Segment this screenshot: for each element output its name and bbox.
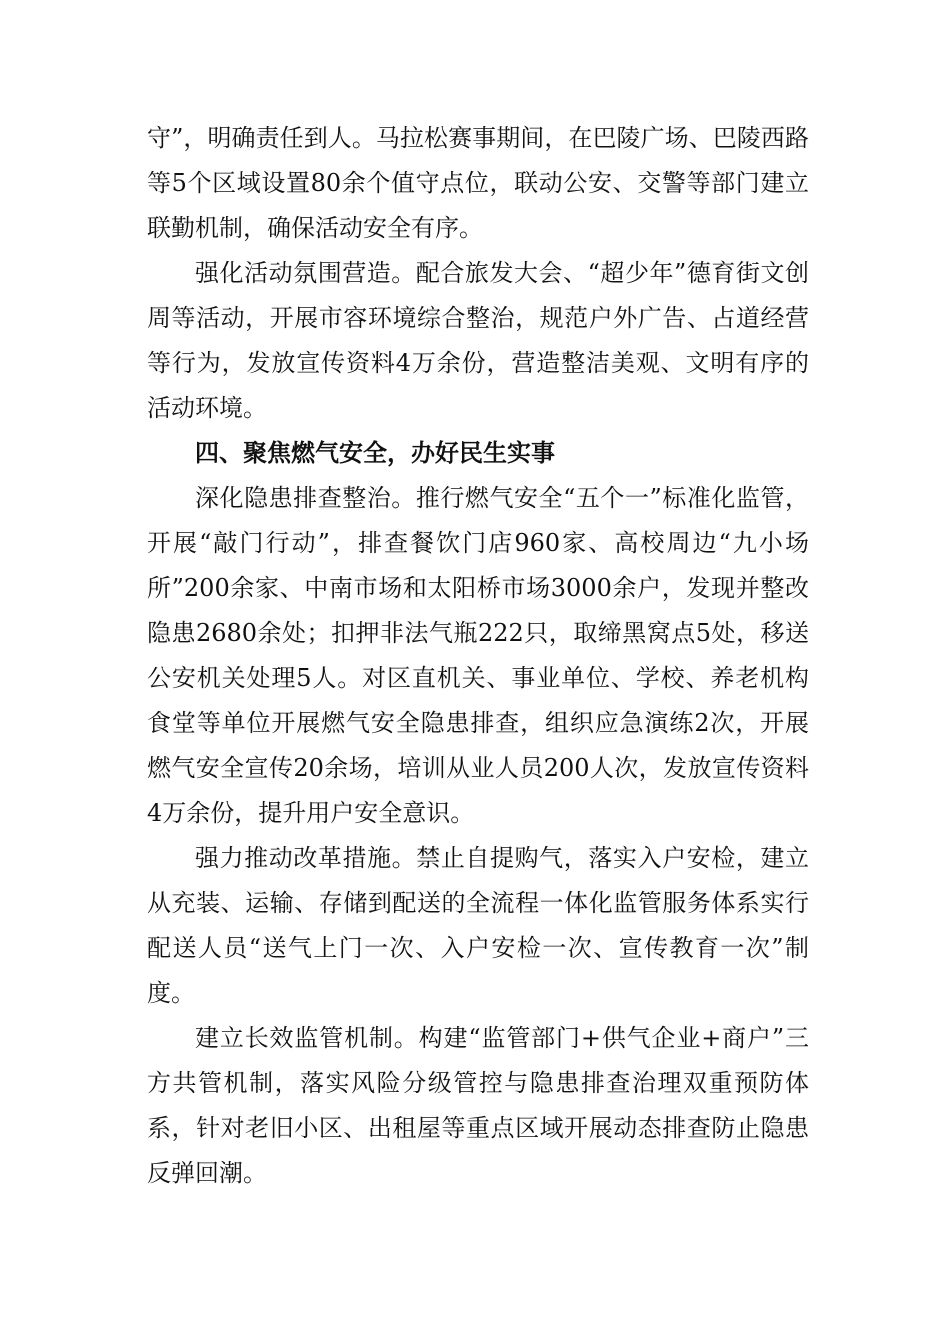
section-heading-gas-safety: 四、聚焦燃气安全，办好民生实事 <box>195 439 555 467</box>
paragraph-long-term-supervision: 建立长效监管机制。构建“监管部门+供气企业+商户”三方共管机制，落实风险分级管控与隐患排查治理双重预防体系，针对老旧小区、出租屋等重点区域开展动态排查防止隐患反弹回潮。 <box>147 1024 809 1187</box>
paragraph-reform-measures: 强力推动改革措施。禁止自提购气，落实入户安检，建立从充装、运输、存储到配送的全流程一体化监管服务体系实行配送人员“送气上门一次、入户安检一次、宣传教育一次”制度。 <box>147 844 809 1007</box>
paragraph-event-atmosphere: 强化活动氛围营造。配合旅发大会、“超少年”德育街文创周等活动，开展市容环境综合整治，规范户外广告、占道经营等行为，发放宣传资料4万余份，营造整洁美观、文明有序的活动环境。 <box>147 259 809 422</box>
paragraph-hazard-inspection: 深化隐患排查整治。推行燃气安全“五个一”标准化监管，开展“敲门行动”，排查餐饮门店960家、高校周边“九小场所”200余家、中南市场和太阳桥市场3000余户，发现并整改隐患2680余处；扣押非法气瓶222只，取缔黑窝点5处，移送公安机关处理5人。对区直机关、事业单位、学校、养老机构食堂等单位开展燃气安全隐患排查，组织应急演练2次，开展燃气安全宣传20余场，培训从业人员200人次，发放宣传资料4万余份，提升用户安全意识。 <box>147 484 809 827</box>
document-body <box>147 116 809 1196</box>
paragraph-security-duty: 守”，明确责任到人。马拉松赛事期间，在巴陵广场、巴陵西路等5个区域设置80余个值守点位，联动公安、交警等部门建立联勤机制，确保活动安全有序。 <box>147 124 809 242</box>
